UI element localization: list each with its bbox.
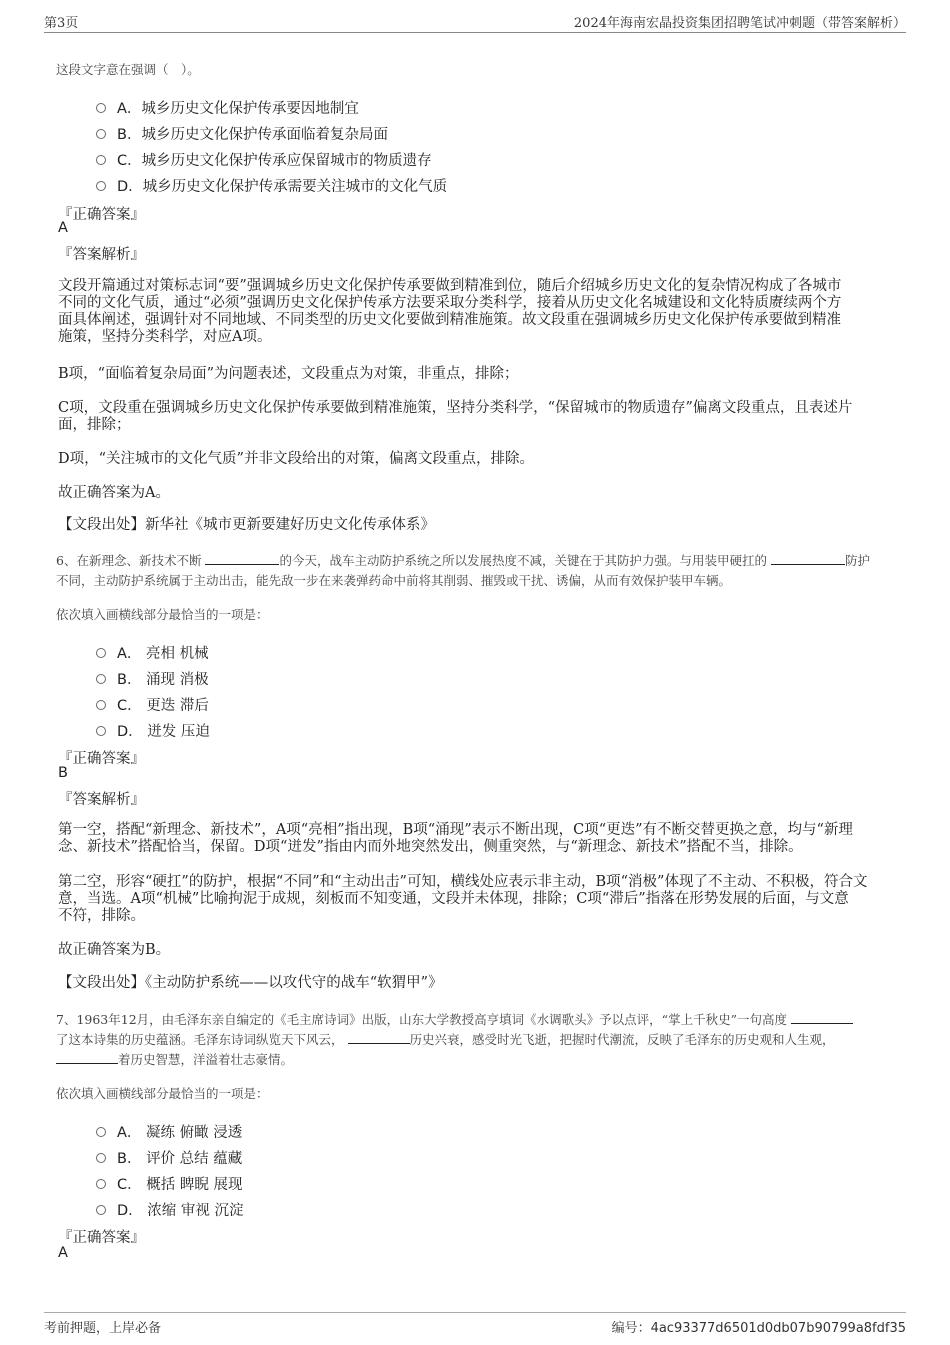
q5-source: 【文段出处】新华社《城市更新要建好历史文化传承体系》 xyxy=(58,517,435,533)
q5-conclusion: 故正确答案为A。 xyxy=(58,485,170,501)
q6-option-a[interactable]: A． 亮相 机械 xyxy=(96,642,209,663)
q6-analysis-label: 『答案解析』 xyxy=(58,792,145,808)
q7-stem: 7、1963年12月，由毛泽东亲自编定的《毛主席诗词》出版，山东大学教授高亨填词《水调歌头》予以点评，“掌上千秋史”一句高度 xyxy=(56,1010,853,1030)
q5-answer: A xyxy=(58,220,68,236)
document-title: 2024年海南宏晶投资集团招聘笔试冲刺题（带答案解析） xyxy=(573,16,906,31)
q7-prompt: 依次填入画横线部分最恰当的一项是： xyxy=(56,1086,269,1101)
q7-option-a[interactable]: A． 凝练 俯瞰 浸透 xyxy=(96,1121,242,1142)
q5-answer-label: 『正确答案』 xyxy=(58,207,145,223)
fill-blank xyxy=(771,552,845,565)
q5-option-a[interactable]: A．城乡历史文化保护传承要因地制宜 xyxy=(96,97,359,118)
q5-option-d[interactable]: D．城乡历史文化保护传承需要关注城市的文化气质 xyxy=(96,175,447,196)
q5-stem: 这段文字意在强调（ ）。 xyxy=(56,62,200,77)
q6-stem: 6、在新理念、新技术不断 的今天，战车主动防护系统之所以发展热度不减，关键在于其防护力强。与用装甲硬扛的 防护 xyxy=(56,553,870,568)
q6-analysis-para-1: 第一空，搭配“新理念、新技术”，A项“亮相”指出现，B项“涌现”表示不断出现，C项“更迭”有不断交替更换之意，均与“新理 念、新技术”搭配恰当，保留。D项“迸发”指由内而外地突然发出，侧重突然，与“新理念、新技术”搭配不当，排除。 xyxy=(58,822,853,855)
q5-option-c[interactable]: C．城乡历史文化保护传承应保留城市的物质遗存 xyxy=(96,149,432,170)
radio-icon[interactable] xyxy=(96,1179,106,1189)
q7-option-c[interactable]: C． 概括 睥睨 展现 xyxy=(96,1173,242,1194)
q7-option-d[interactable]: D． 浓缩 审视 沉淀 xyxy=(96,1199,244,1220)
fill-blank xyxy=(56,1051,118,1064)
fill-blank xyxy=(205,552,279,565)
page-number: 第3页 xyxy=(44,16,79,31)
q6-analysis-para-2: 第二空，形容“硬扛”的防护，根据“不同”和“主动出击”可知，横线处应表示非主动，B项“消极”体现了不主动、不积极，符合文 意，当选。A项“机械”比喻拘泥于成规，刻板而不知变通，文段并未体现，排除；C项“滞后”指落在形势发展的后面，与文意 不符，排除。 xyxy=(58,874,868,924)
radio-icon[interactable] xyxy=(96,129,106,139)
q6-stem-line-2: 不同，主动防护系统属于主动出击，能先敌一步在来袭弹药命中前将其削弱、摧毁或干扰、诱偏，从而有效保护装甲车辆。 xyxy=(56,573,732,588)
radio-icon[interactable] xyxy=(96,1153,106,1163)
q5-analysis-para-4: D项，“关注城市的文化气质”并非文段给出的对策，偏离文段重点，排除。 xyxy=(58,451,534,467)
radio-icon[interactable] xyxy=(96,700,106,710)
q7-stem-line-3: 着历史智慧，洋溢着壮志豪情。 xyxy=(56,1050,293,1070)
footer-slogan: 考前押题，上岸必备 xyxy=(44,1321,162,1336)
q6-option-c[interactable]: C． 更迭 滞后 xyxy=(96,694,209,715)
fill-blank xyxy=(348,1031,410,1044)
q5-analysis-para-3: C项，文段重在强调城乡历史文化保护传承要做到精准施策，坚持分类科学，“保留城市的物质遗存”偏离文段重点，且表述片 面，排除； xyxy=(58,400,853,433)
q6-option-b[interactable]: B． 涌现 消极 xyxy=(96,668,209,689)
q6-answer-label: 『正确答案』 xyxy=(58,751,145,767)
page-footer xyxy=(44,1312,906,1337)
page-header xyxy=(44,10,906,33)
q7-answer: A xyxy=(58,1245,68,1261)
radio-icon[interactable] xyxy=(96,103,106,113)
q5-analysis-para-2: B项，“面临着复杂局面”为问题表述，文段重点为对策，非重点，排除； xyxy=(58,366,519,382)
q7-option-b[interactable]: B． 评价 总结 蕴藏 xyxy=(96,1147,242,1168)
q5-option-b[interactable]: B．城乡历史文化保护传承面临着复杂局面 xyxy=(96,123,388,144)
q7-stem-line-2: 了这本诗集的历史蕴涵。毛泽东诗词纵览天下风云， 历史兴衰，感受时光飞逝，把握时代潮流，反映了毛泽东的历史观和人生观， xyxy=(56,1032,835,1047)
fill-blank xyxy=(791,1011,853,1024)
q6-source: 【文段出处】《主动防护系统——以攻代守的战车“软猬甲”》 xyxy=(58,975,443,991)
q7-answer-label: 『正确答案』 xyxy=(58,1230,145,1246)
radio-icon[interactable] xyxy=(96,155,106,165)
radio-icon[interactable] xyxy=(96,648,106,658)
q6-conclusion: 故正确答案为B。 xyxy=(58,942,171,958)
document-id: 编号：4ac93377d6501d0db07b90799a8fdf35 xyxy=(611,1321,906,1336)
radio-icon[interactable] xyxy=(96,726,106,736)
radio-icon[interactable] xyxy=(96,1205,106,1215)
q5-analysis-para-1: 文段开篇通过对策标志词“要”强调城乡历史文化保护传承要做到精准到位，随后介绍城乡历史文化的复杂情况构成了各城市 不同的文化气质，通过“必须”强调历史文化保护传承方法要采取分类科学，接着从历史文化名城建设和文化特质赓续两个方 面具体阐述，强调针对不同地域、不同类型的历史文化要做到精准施策。故文段重在强调城乡历史文化保护传承要做到精准 施策，坚持分类科学，对应A项。 xyxy=(58,278,842,345)
radio-icon[interactable] xyxy=(96,181,106,191)
q6-prompt: 依次填入画横线部分最恰当的一项是： xyxy=(56,607,269,622)
q6-option-d[interactable]: D． 迸发 压迫 xyxy=(96,720,210,741)
q6-answer: B xyxy=(58,765,68,781)
radio-icon[interactable] xyxy=(96,1127,106,1137)
q5-analysis-label: 『答案解析』 xyxy=(58,247,145,263)
radio-icon[interactable] xyxy=(96,674,106,684)
